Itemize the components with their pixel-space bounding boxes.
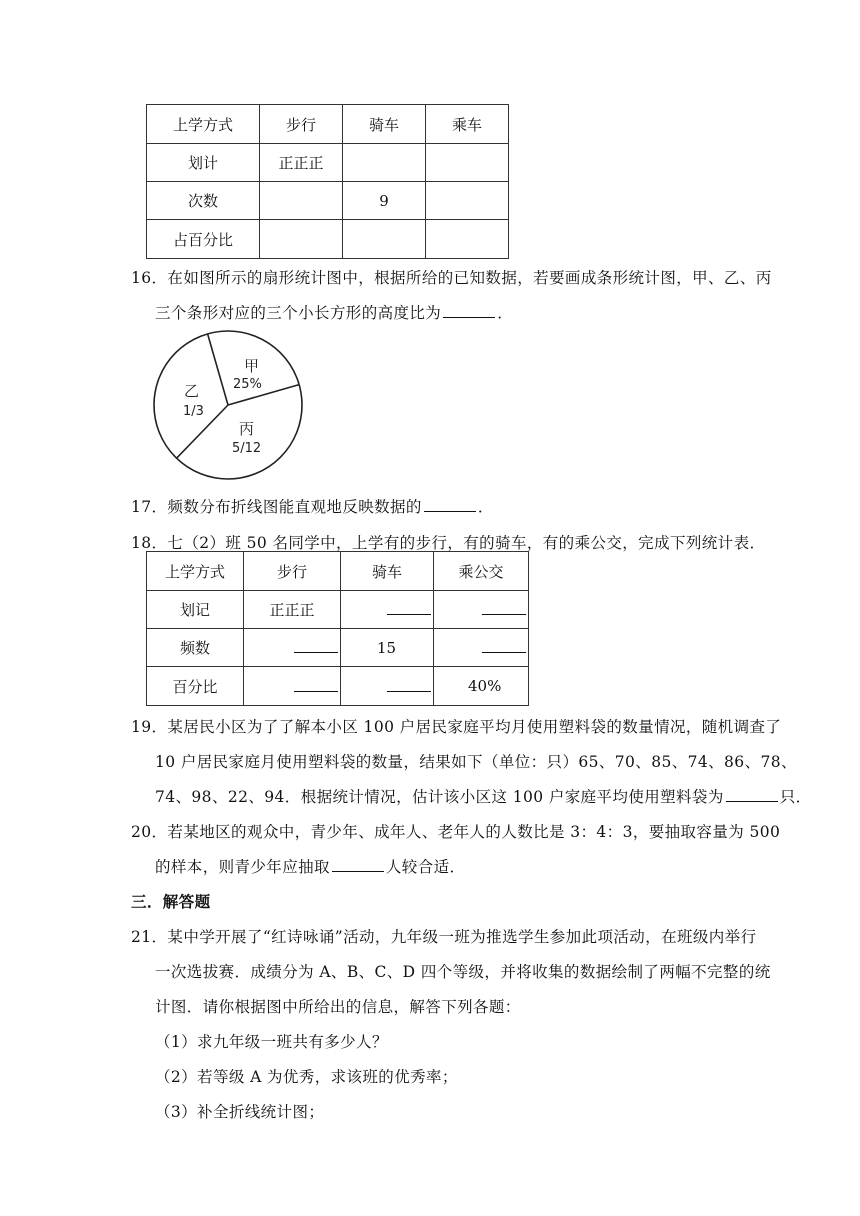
table2-cell: 40% xyxy=(434,667,529,706)
q16-end: ． xyxy=(497,304,514,322)
answer-blank xyxy=(387,600,431,615)
table1-cell xyxy=(260,182,343,220)
q17-line xyxy=(131,495,494,517)
answer-blank xyxy=(387,677,431,692)
q19-text: 74、98、22、94．根据统计情况，估计该小区这 100 户家庭平均使用塑料袋为 xyxy=(155,788,724,806)
q21-line3: 计图．请你根据图中所给出的信息，解答下列各题： xyxy=(155,998,521,1016)
q21-sub2: （2）若等级 A 为优秀，求该班的优秀率； xyxy=(155,1068,458,1086)
q16-line1: 16．在如图所示的扇形统计图中，根据所给的已知数据，若要画成条形统计图，甲、乙、丙 xyxy=(131,269,772,287)
table1-header: 上学方式 xyxy=(147,105,260,144)
table1-cell xyxy=(343,220,426,259)
q19-line3 xyxy=(155,785,812,807)
slice-value-bing: 5/12 xyxy=(232,441,262,456)
q19-line2: 10 户居民家庭月使用塑料袋的数量，结果如下（单位：只）65、70、85、74、86、78、 xyxy=(155,753,797,771)
table1-cell xyxy=(426,144,509,182)
table2-cell xyxy=(244,667,341,706)
table1-cell: 次数 xyxy=(147,182,260,220)
table1-header: 骑车 xyxy=(343,105,426,144)
table2-cell xyxy=(341,667,434,706)
q20-line1: 20．若某地区的观众中，青少年、成年人、老年人的人数比是 3：4：3，要抽取容量为 500 xyxy=(131,823,781,841)
table1-header: 乘车 xyxy=(426,105,509,144)
slice-label-bing: 丙 xyxy=(239,420,255,438)
table1-cell: 正正正 xyxy=(260,144,343,182)
answer-blank xyxy=(482,600,526,615)
table2-cell: 划记 xyxy=(147,591,244,629)
slice-label-yi: 乙 xyxy=(184,382,200,400)
table1-cell xyxy=(260,220,343,259)
table2-cell xyxy=(341,591,434,629)
table1-header: 步行 xyxy=(260,105,343,144)
table2-cell xyxy=(244,629,341,667)
table1-cell: 划计 xyxy=(147,144,260,182)
answer-blank xyxy=(294,677,338,692)
table1-cell xyxy=(426,182,509,220)
q17-end: ． xyxy=(477,498,494,516)
table1-cell xyxy=(343,144,426,182)
slice-label-jia: 甲 xyxy=(244,357,260,375)
q17-text: 17．频数分布折线图能直观地反映数据的 xyxy=(131,498,422,516)
section-heading: 三．解答题 xyxy=(131,893,211,911)
table1-cell: 占百分比 xyxy=(147,220,260,259)
q21-line1: 21．某中学开展了“红诗咏诵”活动，九年级一班为推选学生参加此项活动，在班级内举行 xyxy=(131,928,757,946)
table2-cell: 15 xyxy=(341,629,434,667)
answer-blank xyxy=(332,857,384,872)
table2-cell: 频数 xyxy=(147,629,244,667)
commute-table-2 xyxy=(146,551,529,706)
q20-end: 人较合适． xyxy=(385,858,466,876)
q21-sub1: （1）求九年级一班共有多少人？ xyxy=(155,1033,388,1051)
answer-blank xyxy=(443,303,495,318)
answer-blank xyxy=(482,638,526,653)
q21-sub3: （3）补全折线统计图； xyxy=(155,1103,325,1121)
table1-cell: 9 xyxy=(343,182,426,220)
q20-line2 xyxy=(155,855,465,877)
table2-cell: 百分比 xyxy=(147,667,244,706)
table1-cell xyxy=(426,220,509,259)
q20-text: 的样本，则青少年应抽取 xyxy=(155,858,330,876)
q19-end: 只． xyxy=(779,788,812,806)
commute-table-1 xyxy=(146,104,509,259)
table2-header: 上学方式 xyxy=(147,552,244,591)
answer-blank xyxy=(294,638,338,653)
pie-chart xyxy=(150,328,310,484)
q19-line1: 19．某居民小区为了了解本小区 100 户居民家庭平均月使用塑料袋的数量情况，随机调查了 xyxy=(131,718,782,736)
table2-cell xyxy=(434,629,529,667)
answer-blank xyxy=(726,787,778,802)
slice-value-jia: 25% xyxy=(233,377,262,392)
slice-value-yi: 1/3 xyxy=(183,404,204,419)
table2-cell: 正正正 xyxy=(244,591,341,629)
table2-header: 步行 xyxy=(244,552,341,591)
table2-cell xyxy=(434,591,529,629)
answer-blank xyxy=(424,497,476,512)
q16-line2 xyxy=(155,301,513,323)
table2-header: 骑车 xyxy=(341,552,434,591)
q16-text: 三个条形对应的三个小长方形的高度比为 xyxy=(155,304,442,322)
q18-line: 18．七（2）班 50 名同学中，上学有的步行，有的骑车，有的乘公交，完成下列统计表． xyxy=(131,534,766,552)
q21-line2: 一次选拔赛．成绩分为 A、B、C、D 四个等级，并将收集的数据绘制了两幅不完整的统 xyxy=(155,963,771,981)
table2-header: 乘公交 xyxy=(434,552,529,591)
